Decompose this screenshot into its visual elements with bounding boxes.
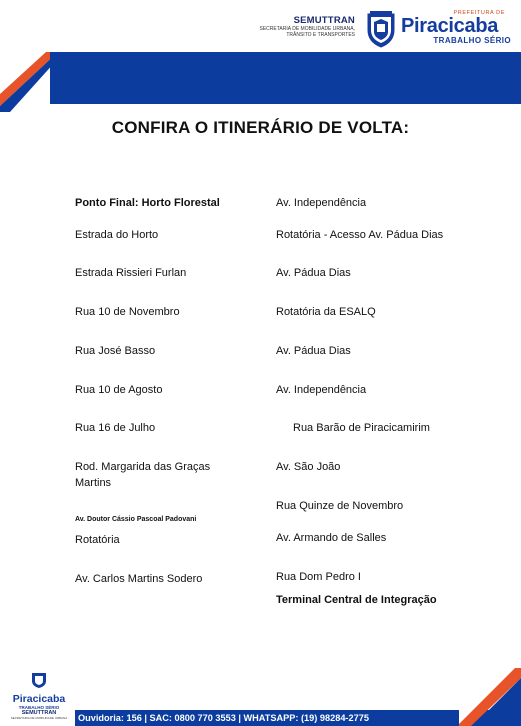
corner-stripe-decoration-bottom bbox=[459, 662, 521, 726]
city-name: Piracicaba bbox=[401, 15, 499, 37]
route-stop: Av. Independência bbox=[276, 197, 367, 209]
route-stop: Av. Pádua Dias bbox=[276, 345, 351, 357]
footer-contact-info: Ouvidoria: 156 | SAC: 0800 770 3553 | WHATSAPP: (19) 98284-2775 bbox=[78, 713, 369, 723]
route-stop: Terminal Central de Integração bbox=[276, 594, 437, 606]
route-stop: Av. Independência bbox=[276, 384, 367, 396]
footer-semuttran-name: SEMUTTRAN bbox=[21, 710, 57, 716]
semuttran-name: SEMUTTRAN bbox=[293, 15, 355, 26]
footer-slogan: TRABALHO SÉRIO bbox=[18, 705, 60, 710]
route-stop: Rotatória bbox=[75, 534, 120, 546]
route-stop: Rua Quinze de Novembro bbox=[276, 500, 404, 512]
route-stop: Av. Pádua Dias bbox=[276, 267, 351, 279]
route-stop: Rotatória - Acesso Av. Pádua Dias bbox=[276, 229, 444, 241]
city-crest-icon bbox=[364, 10, 398, 48]
route-stop: Rua 10 de Novembro bbox=[75, 306, 180, 318]
prefeitura-label: PREFEITURA DE bbox=[453, 10, 505, 16]
route-stop: Rua Barão de Piracicamirim bbox=[293, 422, 430, 434]
semuttran-subtitle-2: TRÂNSITO E TRANSPORTES bbox=[286, 32, 355, 38]
route-stop: Rotatória da ESALQ bbox=[276, 306, 376, 318]
route-stop: Rua José Basso bbox=[75, 345, 156, 357]
footer-city-name: Piracicaba bbox=[12, 693, 66, 705]
footer-logo bbox=[3, 672, 75, 720]
header-band bbox=[50, 52, 521, 104]
footer-crest-icon bbox=[31, 672, 47, 689]
semuttran-subtitle-1: SECRETARIA DE MOBILIDADE URBANA, bbox=[259, 26, 355, 32]
route-stop: Rua Dom Pedro I bbox=[276, 571, 361, 583]
route-stop: Av. Carlos Martins Sodero bbox=[75, 573, 203, 585]
route-stop: Rua 16 de Julho bbox=[75, 422, 156, 434]
city-slogan: TRABALHO SÉRIO bbox=[433, 36, 511, 45]
route-stop: Estrada do Horto bbox=[75, 229, 159, 241]
route-stop: Rua 10 de Agosto bbox=[75, 384, 163, 396]
semuttran-logo bbox=[185, 15, 355, 38]
footer-semuttran-subtitle: SECRETARIA DE MOBILIDADE URBANA bbox=[10, 716, 68, 720]
page-title: CONFIRA O ITINERÁRIO DE VOLTA: bbox=[111, 118, 410, 137]
route-stop: Av. São João bbox=[276, 461, 341, 473]
route-stop: Rod. Margarida das Graças Martins bbox=[75, 461, 211, 489]
route-stop: Estrada Rissieri Furlan bbox=[75, 267, 187, 279]
route-stop: Ponto Final: Horto Florestal bbox=[75, 197, 220, 209]
piracicaba-logo bbox=[401, 10, 519, 45]
route-stop: Av. Doutor Cássio Pascoal Padovani bbox=[75, 516, 197, 523]
route-stop: Av. Armando de Salles bbox=[276, 532, 387, 544]
